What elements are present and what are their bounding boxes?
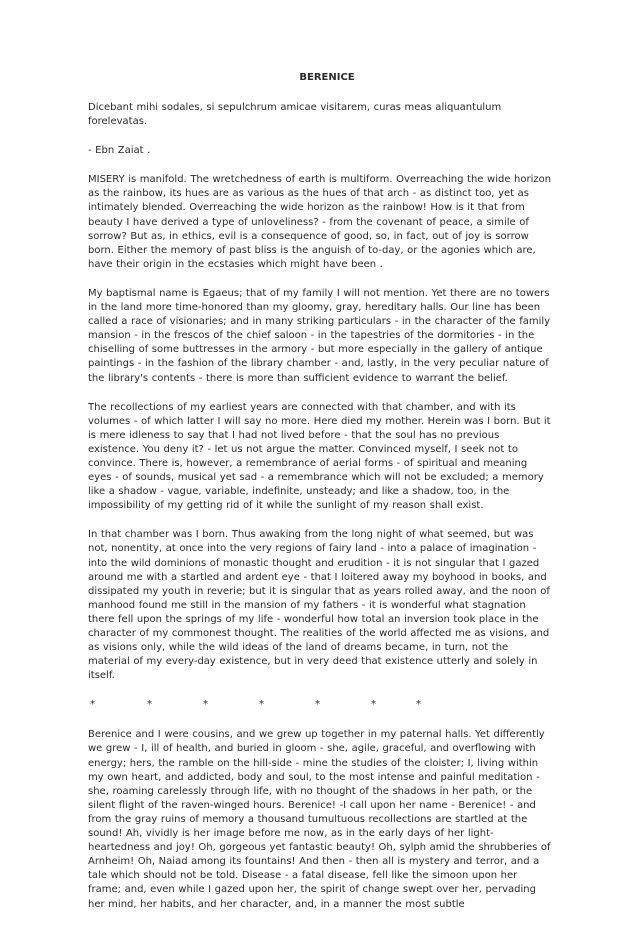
separator-star: * (203, 699, 208, 711)
epigraph-attribution: - Ebn Zaiat . (88, 145, 151, 157)
separator-star: * (259, 699, 264, 711)
separator-star: * (416, 699, 421, 711)
paragraph-4: In that chamber was I born. Thus awaking from the long night of what seemed, but was not, nonentity, at once into the very regions of fairy land - into a palace of imagination - into the wild dominions of monastic thought and erudition - it is not singular that I gazed around me with a startled and ardent eye - that I loitered away my boyhood in books, and dissipated my youth in reverie; but it is singular that as years rolled away, and the noon of manhood found me still in the mansion of my fathers - it is wonderful what stagnation there fell upon the springs of my life - wonderful how total an inversion took place in the character of my commonest thought. The realities of the world affected me as visions, and as visions only, while the wild ideas of the land of dreams became, in turn, not the material of my every-day existence, but in very deed that existence utterly and solely in itself. (88, 529, 550, 682)
paragraph-2: My baptismal name is Egaeus; that of my family I will not mention. Yet there are no towers in the land more time-honored than my gloomy, gray, hereditary halls. Our line has been called a race of visionaries; and in many striking particulars - in the character of the family mansion - in the frescos of the chief saloon - in the tapestries of the dormitories - in the chiselling of some buttresses in the armory - but more especially in the gallery of antique paintings - in the fashion of the library chamber - and, lastly, in the very peculiar nature of the library's contents - there is more than sufficient evidence to warrant the belief. (88, 287, 551, 384)
separator-star: * (371, 699, 376, 711)
story-title: BERENICE (299, 72, 355, 83)
epigraph: Dicebant mihi sodales, si sepulchrum amicae visitarem, curas meas aliquantulum forelevatas. (88, 102, 502, 128)
section-separator (88, 698, 552, 712)
paragraph-1: MISERY is manifold. The wretchedness of earth is multiform. Overreaching the wide horizon as the rainbow, its hues are as various as the hues of that arch - as distinct too, yet as intimately blended. Overreaching the wide horizon as the rainbow! How is it that from beauty I have derived a type of unloveliness? - from the covenant of peace, a simile of sorrow? But as, in ethics, evil is a consequence of good, so, in fact, out of joy is sorrow born. Either the memory of past bliss is the anguish of to-day, or the agonies which are, have their origin in the ecstasies which might have been . (88, 174, 552, 270)
paragraph-5: Berenice and I were cousins, and we grew up together in my paternal halls. Yet differently we grew - I, ill of health, and buried in gloom - she, agile, graceful, and overflowing with energy; hers, the ramble on the hill-side - mine the studies of the cloister; I, living within my own heart, and addicted, body and soul, to the most intense and painful meditation - she, roaming carelessly through life, with no thought of the shadows in her path, or the silent flight of the raven-winged hours. Berenice! -I call upon her name - Berenice! - and from the gray ruins of memory a thousand tumultuous recollections are startled at the sound! Ah, vividly is her image before me now, as in the early days of her light-heartedness and joy! Oh, gorgeous yet fantastic beauty! Oh, sylph amid the shrubberies of Arnheim! Oh, Naiad among its fountains! And then - then all is mystery and terror, and a tale which should not be told. Disease - a fatal disease, fell like the simoon upon her frame; and, even while I gazed upon her, the spirit of change swept over her, pervading her mind, her habits, and her character, and, in a manner the most subtle (88, 729, 551, 910)
separator-star: * (90, 699, 95, 711)
separator-star: * (315, 699, 320, 711)
paragraph-3: The recollections of my earliest years are connected with that chamber, and with its volumes - of which latter I will say no more. Here died my mother. Herein was I born. But it is mere idleness to say that I had not lived before - that the soul has no previous existence. You deny it? - let us not argue the matter. Convinced myself, I seek not to convince. There is, however, a remembrance of aerial forms - of spiritual and meaning eyes - of sounds, musical yet sad - a remembrance which will not be excluded; a memory like a shadow - vague, variable, indefinite, unsteady; and like a shadow, too, in the impossibility of my getting rid of it while the sunlight of my reason shall exist. (88, 401, 551, 512)
separator-star: * (147, 699, 152, 711)
document-page (88, 71, 552, 927)
